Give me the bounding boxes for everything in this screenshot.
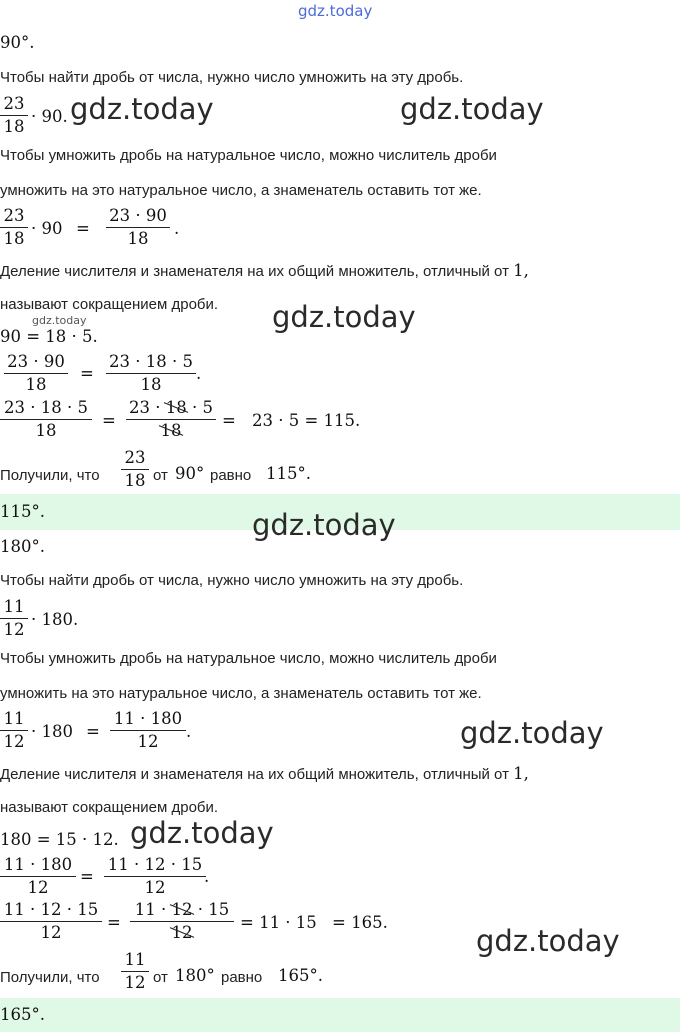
factorization: 90 = 18 · 5. — [0, 327, 98, 346]
fraction — [0, 855, 76, 898]
cancelled-value: 12 — [171, 900, 193, 919]
numerator: 23 · 18 · 5 — [109, 352, 193, 371]
denominator: 18 — [25, 375, 47, 394]
watermark: gdz.today — [252, 508, 396, 542]
numerator-part: · 5 — [192, 398, 213, 417]
cancelled-value: 18 — [165, 398, 187, 417]
angle-value: 90°. — [0, 33, 35, 52]
numerator: 11 · 12 · 15 — [3, 900, 99, 919]
numerator: 11 · 180 — [113, 709, 183, 728]
denominator: 18 — [140, 375, 162, 394]
fraction — [104, 855, 206, 898]
fraction — [0, 900, 102, 943]
numerator: 23 · 90 — [7, 352, 65, 371]
watermark: gdz.today — [272, 300, 416, 334]
numerator: 11 · 12 · 15 — [107, 855, 203, 874]
rule-multiply-line2: умножить на это натуральное число, а знаменатель оставить тот же. — [0, 182, 482, 199]
equals-sign: = — [222, 411, 236, 430]
denominator: 12 — [124, 973, 146, 992]
factorization: 180 = 15 · 12. — [0, 830, 119, 849]
rule-multiply-line1: Чтобы умножить дробь на натуральное число, можно числитель дроби — [0, 650, 497, 667]
answer: 165°. — [0, 1005, 45, 1024]
rule-fraction-of-number: Чтобы найти дробь от числа, нужно число умножить на эту дробь. — [0, 572, 464, 589]
fraction-bar — [0, 419, 92, 420]
numerator: 11 — [3, 597, 25, 616]
rule-multiply-line2: умножить на это натуральное число, а знаменатель оставить тот же. — [0, 685, 482, 702]
fraction — [0, 597, 28, 640]
numerator: 11 — [3, 709, 25, 728]
conclusion-angle: 90° — [175, 464, 205, 483]
numerator-part: 23 · — [129, 398, 161, 417]
denominator: 18 — [3, 117, 25, 136]
watermark-top: gdz.today — [298, 2, 373, 20]
cancelled-factor — [161, 421, 182, 440]
equals-sign: = — [107, 913, 121, 932]
intermediate-product: = 11 · 15 — [240, 913, 317, 932]
fraction-bar — [0, 618, 28, 619]
rule-reduce-line2: называют сокращением дроби. — [0, 799, 219, 816]
denominator: 12 — [144, 878, 166, 897]
conclusion-value: 165°. — [278, 966, 323, 985]
conclusion-equals: равно — [221, 969, 263, 986]
fraction-bar — [121, 469, 149, 470]
denominator: 12 — [40, 923, 62, 942]
equals-sign: = — [102, 411, 116, 430]
fraction — [121, 950, 149, 993]
fraction-bar — [0, 876, 76, 877]
fraction — [0, 398, 92, 441]
cancelled-value: 12 — [171, 923, 193, 942]
multiplier: · 180 — [31, 722, 73, 741]
fraction-bar — [0, 115, 28, 116]
fraction-bar — [4, 373, 68, 374]
numerator: 23 · 18 · 5 — [4, 398, 88, 417]
fraction — [0, 94, 28, 137]
fraction — [121, 448, 149, 491]
answer: 115°. — [0, 502, 45, 521]
multiplier: · 90. — [31, 107, 68, 126]
fraction-bar — [0, 921, 102, 922]
rule-reduce-line2: называют сокращением дроби. — [0, 296, 219, 313]
numerator — [130, 900, 234, 920]
denominator: 18 — [35, 421, 57, 440]
fraction-bar — [0, 730, 28, 731]
rule-reduce-text: Деление числителя и знаменателя на их общий множитель, отличный от — [0, 263, 509, 280]
rule-reduce-number: 1, — [513, 261, 529, 280]
conclusion-prefix: Получили, что — [0, 467, 100, 484]
fraction-bar — [121, 971, 149, 972]
angle-value: 180°. — [0, 537, 45, 556]
period: . — [204, 867, 210, 886]
watermark: gdz.today — [400, 92, 544, 126]
denominator: 12 — [27, 878, 49, 897]
watermark: gdz.today — [70, 92, 214, 126]
conclusion-equals: равно — [210, 467, 252, 484]
numerator: 11 · 180 — [3, 855, 73, 874]
rule-reduce-text: Деление числителя и знаменателя на их общий множитель, отличный от — [0, 766, 509, 783]
denominator: 12 — [137, 732, 159, 751]
rule-reduce-line1 — [0, 261, 529, 280]
fraction-bar — [104, 876, 206, 877]
rule-multiply-line1: Чтобы умножить дробь на натуральное число, можно числитель дроби — [0, 147, 497, 164]
numerator: 23 — [124, 448, 146, 467]
fraction-bar — [126, 419, 216, 420]
numerator: 23 · 90 — [109, 206, 167, 225]
equals-sign: = — [86, 722, 100, 741]
numerator-part: · 15 — [197, 900, 230, 919]
rule-reduce-number: 1, — [513, 764, 529, 783]
denominator: 12 — [3, 620, 25, 639]
period: . — [186, 722, 192, 741]
fraction — [106, 206, 170, 249]
period: . — [196, 364, 202, 383]
fraction — [110, 709, 186, 752]
equals-sign: = — [76, 219, 90, 238]
conclusion-from: от — [153, 969, 168, 986]
denominator: 18 — [124, 471, 146, 490]
fraction-bar — [130, 921, 234, 922]
denominator: 18 — [3, 229, 25, 248]
numerator: 23 — [3, 94, 25, 113]
watermark-small: gdz.today — [32, 314, 87, 327]
result: = 165. — [332, 913, 388, 932]
fraction — [106, 352, 196, 395]
cancelled-fraction — [130, 900, 234, 943]
period: . — [174, 219, 180, 238]
conclusion-prefix: Получили, что — [0, 969, 100, 986]
fraction-bar — [110, 730, 186, 731]
result: 23 · 5 = 115. — [252, 411, 361, 430]
watermark: gdz.today — [130, 816, 274, 850]
multiplier: · 90 — [31, 219, 63, 238]
cancelled-factor — [172, 900, 193, 919]
cancelled-fraction — [126, 398, 216, 441]
denominator — [126, 421, 216, 441]
cancelled-value: 18 — [160, 421, 182, 440]
cancelled-factor — [166, 398, 187, 417]
watermark: gdz.today — [460, 716, 604, 750]
numerator: 11 — [124, 950, 146, 969]
denominator — [130, 923, 234, 943]
fraction — [0, 709, 28, 752]
conclusion-value: 115°. — [266, 464, 311, 483]
fraction-bar — [0, 227, 28, 228]
cancelled-factor — [172, 923, 193, 942]
numerator — [126, 398, 216, 418]
equals-sign: = — [80, 867, 94, 886]
fraction — [0, 206, 28, 249]
conclusion-from: от — [153, 467, 168, 484]
fraction-bar — [106, 227, 170, 228]
denominator: 18 — [127, 229, 149, 248]
rule-reduce-line1 — [0, 764, 529, 783]
fraction-bar — [106, 373, 196, 374]
denominator: 12 — [3, 732, 25, 751]
equals-sign: = — [80, 364, 94, 383]
fraction — [4, 352, 68, 395]
rule-fraction-of-number: Чтобы найти дробь от числа, нужно число умножить на эту дробь. — [0, 69, 464, 86]
multiplier: · 180. — [31, 610, 79, 629]
numerator: 23 — [3, 206, 25, 225]
watermark: gdz.today — [476, 924, 620, 958]
answer-band-2 — [0, 998, 680, 1032]
conclusion-angle: 180° — [175, 966, 215, 985]
numerator-part: 11 · — [134, 900, 167, 919]
